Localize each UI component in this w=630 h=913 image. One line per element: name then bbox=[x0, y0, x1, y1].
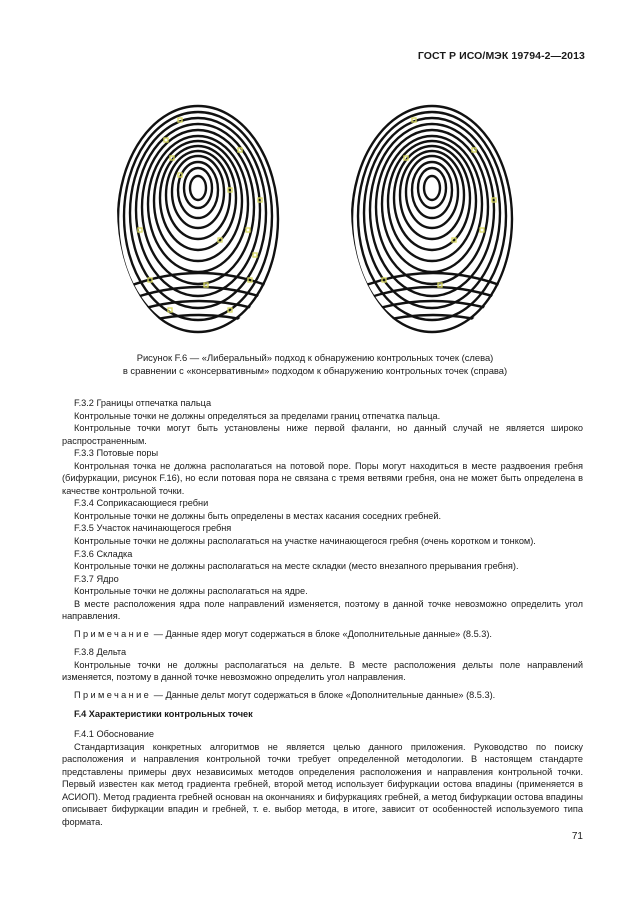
paragraph: Контрольные точки не должны располагаться на участке начинающегося гребня (очень коротком и тонком). bbox=[74, 536, 536, 547]
paragraph: Стандартизация конкретных алгоритмов не является целью данного приложения. Руководство по поиску расположения и направления контрольной точки требует определенной методологии. В настоящем стандарте представлены примеры двух независимых методов определения расположения и направления контрольной точки. Первый известен как метод градиента гребней, второй метод использует бифуркации остова впадины (применяется в АСИОП). Метод градиента гребней основан на окончаниях и бифуркациях гребней, а метод бифуркации остова впадины описывает бифуркации впадин и гребней, т. е. выбор метода, в итоге, зависит от особенностей используемого типа формата. bbox=[62, 741, 583, 827]
fingerprint-figure bbox=[0, 78, 630, 340]
page-number: 71 bbox=[571, 831, 583, 842]
note bbox=[62, 628, 583, 641]
section-heading: F.3.7 Ядро bbox=[74, 573, 119, 584]
figure-caption-line-2: в сравнении с «консервативным» подходом к обнаружению контрольных точек (справа) bbox=[122, 364, 508, 376]
section-heading: F.3.8 Дельта bbox=[74, 647, 127, 658]
section-heading: F.3.6 Складка bbox=[74, 548, 133, 559]
note-text: — Данные дельт могут содержаться в блоке «Дополнительные данные» (8.5.3). bbox=[151, 690, 496, 701]
fingerprint-conservative-image bbox=[342, 78, 524, 340]
document-body bbox=[62, 397, 583, 829]
note-label: Примечание bbox=[74, 690, 152, 701]
paragraph: Контрольные точки не должны располагаться на ядре. bbox=[74, 586, 308, 597]
paragraph: Контрольные точки не должны располагаться на месте складки (место внезапного прерывания гребня). bbox=[74, 561, 519, 572]
paragraph: Контрольные точки не должны располагаться на дельте. В месте расположения дельты поле направлений изменяется, поэтому в данной точке невозможно определить угол направления. bbox=[62, 659, 583, 683]
paragraph: В месте расположения ядра поле направлений изменяется, поэтому в данной точке невозможно определить угол направления. bbox=[62, 598, 583, 622]
section-title: F.4 Характеристики контрольных точек bbox=[74, 708, 253, 719]
section-heading: F.4.1 Обоснование bbox=[74, 729, 154, 740]
paragraph: Контрольные точки не должны определяться за пределами границ отпечатка пальца. bbox=[74, 410, 441, 421]
paragraph: Контрольная точка не должна располагаться на потовой поре. Поры могут находиться в месте раздвоения гребня (бифуркации, рисунок F.16), но если потовая пора не связана с тремя ветвями гребня, она не может быть определена в качестве контрольной точки. bbox=[62, 460, 583, 496]
section-heading: F.3.2 Границы отпечатка пальца bbox=[74, 398, 212, 408]
paragraph: Контрольные точки не должны быть определены в местах касания соседних гребней. bbox=[74, 510, 442, 521]
figure-caption bbox=[60, 352, 570, 377]
note-label: Примечание bbox=[74, 628, 152, 639]
fingerprint-liberal-image bbox=[108, 78, 290, 340]
note-text: — Данные ядер могут содержаться в блоке «Дополнительные данные» (8.5.3). bbox=[151, 628, 492, 639]
section-heading: F.3.5 Участок начинающегося гребня bbox=[74, 523, 232, 534]
document-header: ГОСТ Р ИСО/МЭК 19794-2—2013 bbox=[417, 50, 585, 62]
note bbox=[62, 689, 583, 702]
section-heading: F.3.3 Потовые поры bbox=[74, 448, 159, 459]
figure-caption-line-1: Рисунок F.6 — «Либеральный» подход к обнаружению контрольных точек (слева) bbox=[136, 352, 494, 363]
section-heading: F.3.4 Соприкасающиеся гребни bbox=[74, 498, 209, 509]
paragraph: Контрольные точки могут быть установлены ниже первой фаланги, но данный случай не является широко распространенным. bbox=[62, 423, 583, 446]
